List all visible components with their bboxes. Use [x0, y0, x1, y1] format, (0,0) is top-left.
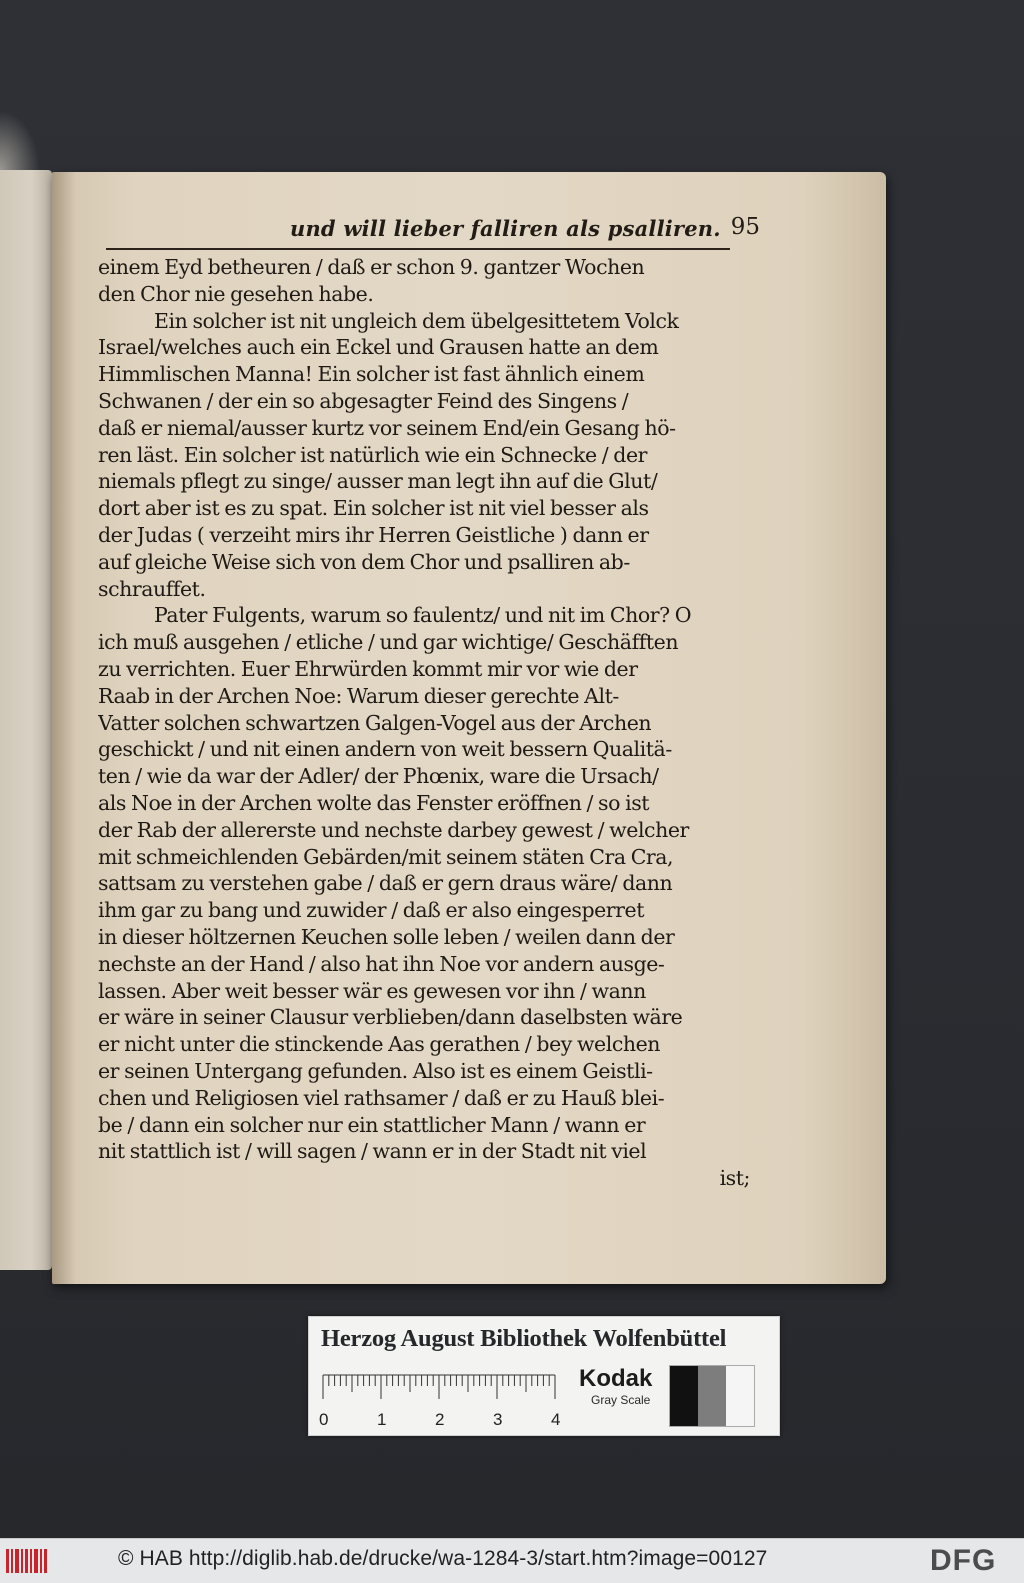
catchword: ist;: [719, 1166, 750, 1191]
text-line: in dieser höltzernen Keuchen solle leben / weilen dann der: [98, 924, 675, 949]
ruler: [319, 1363, 569, 1433]
text-block: [98, 254, 758, 1192]
text-line: der Rab der allererste und nechste darbey gewest / welcher: [98, 817, 689, 842]
library-name: Herzog August Bibliothek Wolfenbüttel: [321, 1325, 727, 1352]
text-line: ten / wie da war der Adler/ der Phœnix, ware die Ursach/: [98, 764, 659, 789]
text-line: sattsam zu verstehen gabe / daß er gern draus wäre/ dann: [98, 871, 673, 896]
ruler-number: 3: [493, 1410, 503, 1429]
book-page: [52, 172, 886, 1284]
gray-scale-label: Gray Scale: [591, 1393, 651, 1407]
barcode-bar: [44, 1549, 47, 1573]
ruler-number: 0: [319, 1410, 329, 1429]
text-line: ren läst. Ein solcher ist natürlich wie ein Schnecke / der: [98, 442, 647, 467]
ruler-number: 4: [551, 1410, 561, 1429]
previous-page-edge: [0, 170, 52, 1270]
head-rule: [106, 248, 730, 250]
text-line: einem Eyd betheuren / daß er schon 9. gantzer Wochen: [98, 255, 645, 279]
text-line: dort aber ist es zu spat. Ein solcher ist nit viel besser als: [98, 496, 649, 521]
barcode-bar: [34, 1549, 38, 1573]
text-line: Israel/welches auch ein Eckel und Grausen hatte an dem: [98, 335, 659, 360]
barcode-bar: [6, 1549, 9, 1573]
text-line: schrauffet.: [98, 576, 206, 601]
gray-patch: [670, 1366, 698, 1426]
barcode-bar: [40, 1549, 42, 1573]
text-line: der Judas ( verzeiht mirs ihr Herren Geistliche ) dann er: [98, 522, 649, 547]
text-line: Pater Fulgents, warum so faulentz/ und nit im Chor? O: [154, 603, 692, 628]
page-number: 95: [730, 214, 760, 240]
text-line: niemals pflegt zu singe/ ausser man legt ihn auf die Glut/: [98, 469, 658, 494]
text-line: als Noe in der Archen wolte das Fenster eröffnen / so ist: [98, 790, 650, 815]
text-line: er nicht unter die stinckende Aas gerathen / bey welchen: [98, 1032, 661, 1057]
text-line: auf gleiche Weise sich von dem Chor und psalliren ab-: [98, 549, 630, 574]
footer-bar: [0, 1538, 1024, 1583]
text-line: zu verrichten. Euer Ehrwürden kommt mir vor wie der: [98, 656, 638, 681]
text-line: be / dann ein solcher nur ein stattlicher Mann / wann er: [98, 1112, 646, 1137]
barcode-bar: [15, 1549, 19, 1573]
text-line: lassen. Aber weit besser wär es gewesen vor ihn / wann: [98, 978, 646, 1003]
text-line: Himmlischen Manna! Ein solcher ist fast ähnlich einem: [98, 362, 645, 387]
kodak-logo: Kodak: [579, 1365, 653, 1392]
gutter-shadow: [52, 172, 76, 1284]
text-line: Raab in der Archen Noe: Warum dieser gerechte Alt-: [98, 683, 619, 708]
barcode-bar: [25, 1549, 28, 1573]
text-line: nechste an der Hand / also hat ihn Noe vor andern ausge-: [98, 951, 665, 976]
ruler-number: 1: [377, 1410, 387, 1429]
barcode-bar: [30, 1549, 32, 1573]
text-line: er wäre in seiner Clausur verblieben/dann daselbsten wäre: [98, 1005, 683, 1030]
text-line: daß er niemal/ausser kurtz vor seinem End/ein Gesang hö-: [98, 415, 676, 440]
hab-barcode-icon: [6, 1547, 48, 1575]
running-title: und will lieber falliren als psalliren.: [290, 216, 721, 241]
dfg-logo: DFG: [930, 1544, 997, 1577]
ruler-number: 2: [435, 1410, 445, 1429]
barcode-bar: [11, 1549, 13, 1573]
gray-patch: [698, 1366, 726, 1426]
gray-patch: [726, 1366, 754, 1426]
text-line: chen und Religiosen viel rathsamer / daß er zu Hauß blei-: [98, 1085, 665, 1110]
text-line: er seinen Untergang gefunden. Also ist es einem Geistli-: [98, 1058, 653, 1083]
text-line: mit schmeichlenden Gebärden/mit seinem stäten Cra Cra,: [98, 844, 674, 869]
text-line: ich muß ausgehen / etliche / und gar wichtige/ Geschäfften: [98, 630, 679, 655]
text-line: Schwanen / der ein so abgesagter Feind des Singens /: [98, 388, 629, 413]
footer-attribution-link[interactable]: © HAB http://diglib.hab.de/drucke/wa-1284-3/start.htm?image=00127: [118, 1547, 768, 1570]
gray-scale-patches: [669, 1365, 755, 1427]
color-calibration-card: [308, 1316, 780, 1436]
text-line: ihm gar zu bang und zuwider / daß er also eingesperret: [98, 898, 644, 923]
text-line: geschickt / und nit einen andern von weit bessern Qualitä-: [98, 737, 672, 762]
barcode-bar: [21, 1549, 23, 1573]
text-line: Vatter solchen schwartzen Galgen-Vogel aus der Archen: [98, 710, 652, 735]
text-line: nit stattlich ist / will sagen / wann er in der Stadt nit viel: [98, 1139, 647, 1164]
text-line: den Chor nie gesehen habe.: [98, 281, 374, 306]
text-line: Ein solcher ist nit ungleich dem übelgesittetem Volck: [154, 308, 679, 333]
running-head: [110, 214, 760, 248]
